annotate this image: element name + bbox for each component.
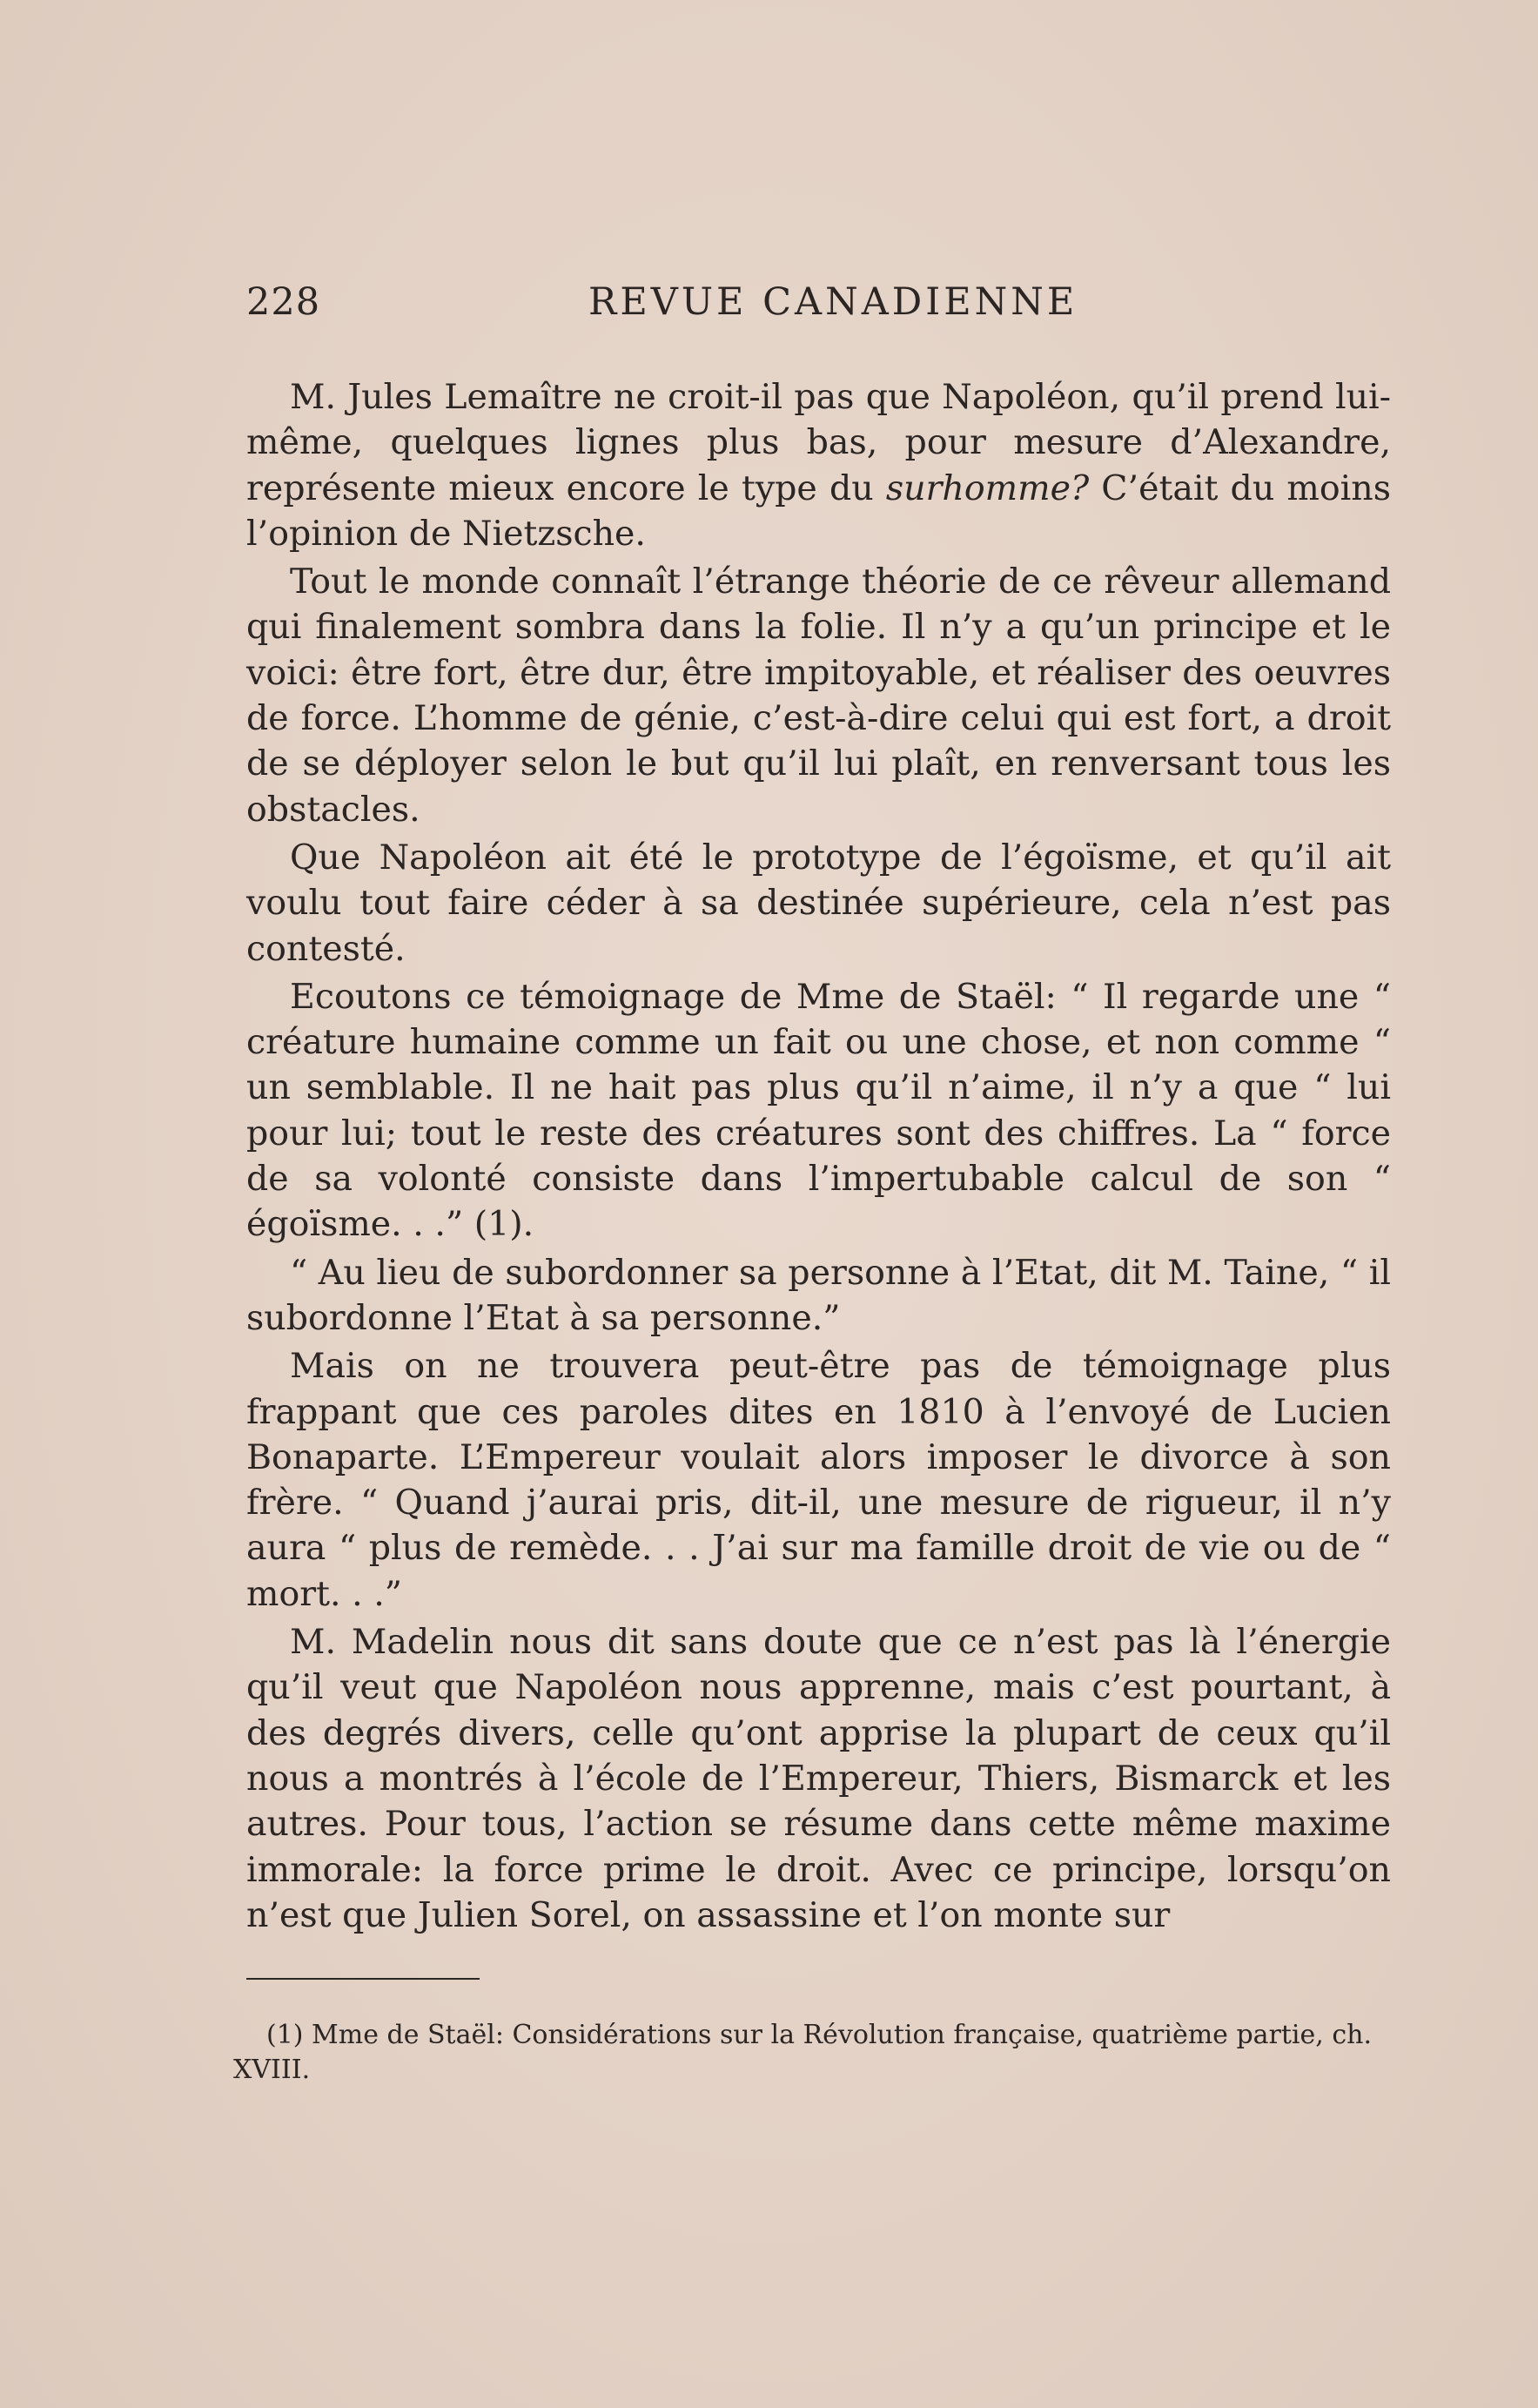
paragraph-1 [246,374,1391,556]
paragraph-1-text: M. Jules Lemaître ne croit-il pas que Napoléon, qu’il prend lui-même, quelques lignes plus bas, pour mesure d’Alexandre, représente mieux encore le type du [246,377,1391,508]
page-number: 228 [246,280,321,324]
paragraph-5: “ Au lieu de subordonner sa personne à l’Etat, dit M. Taine, “ il subordonne l’Etat à sa personne.” [246,1252,1391,1338]
paragraph-3: Que Napoléon ait été le prototype de l’égoïsme, et qu’il ait voulu tout faire céder à sa destinée supérieure, cela n’est pas contesté. [246,837,1391,969]
body-text [246,374,1391,1941]
paragraph-1-text-end: C’était du moins l’opinion de Nietzsche. [246,467,1391,554]
paragraph-7: M. Madelin nous dit sans doute que ce n’est pas là l’énergie qu’il veut que Napoléon nous apprenne, mais c’est pourtant, à des degrés divers, celle qu’ont apprise la plupart de ceux qu’il nous a montrés à l’école de l’Empereur, Thiers, Bismarck et les autres. Pour tous, l’action se résume dans cette même maxime immorale: la force prime le droit. Avec ce principe, lorsqu’on n’est que Julien Sorel, on assassine et l’on monte sur [246,1622,1391,1935]
paragraph-2: Tout le monde connaît l’étrange théorie de ce rêveur allemand qui finalement sombra dans la folie. Il n’y a qu’un principe et le voici: être fort, être dur, être impitoyable, et réaliser des oeuvres de force. L’homme de génie, c’est-à-dire celui qui est fort, a droit de se déployer selon le but qu’il lui plaît, en renversant tous les obstacles. [246,562,1391,830]
italic-surhomme: surhomme? [885,467,1090,508]
running-head: REVUE CANADIENNE [588,280,1078,324]
paragraph-4: Ecoutons ce témoignage de Mme de Staël: “ Il regarde une “ créature humaine comme un fait ou une chose, et non comme “ un semblable. Il ne hait pas plus qu’il n’aime, il n’y a que “ lui pour lui; tout le reste des créatures sont des chiffres. La “ force de sa volonté consiste dans l’impertubable calcul de son “ égoïsme. . .” (1). [246,976,1391,1245]
footnote: (1) Mme de Staël: Considérations sur la Révolution française, quatrième partie, ch. XVIII. [233,2020,1373,2085]
footnote-rule [246,1978,480,1980]
paragraph-6: Mais on ne trouvera peut-être pas de témoignage plus frappant que ces paroles dites en 1810 à l’envoyé de Lucien Bonaparte. L’Empereur voulait alors imposer le divorce à son frère. “ Quand j’aurai pris, dit-il, une mesure de rigueur, il n’y aura “ plus de remède. . . J’ai sur ma famille droit de vie ou de “ mort. . .” [246,1346,1391,1614]
